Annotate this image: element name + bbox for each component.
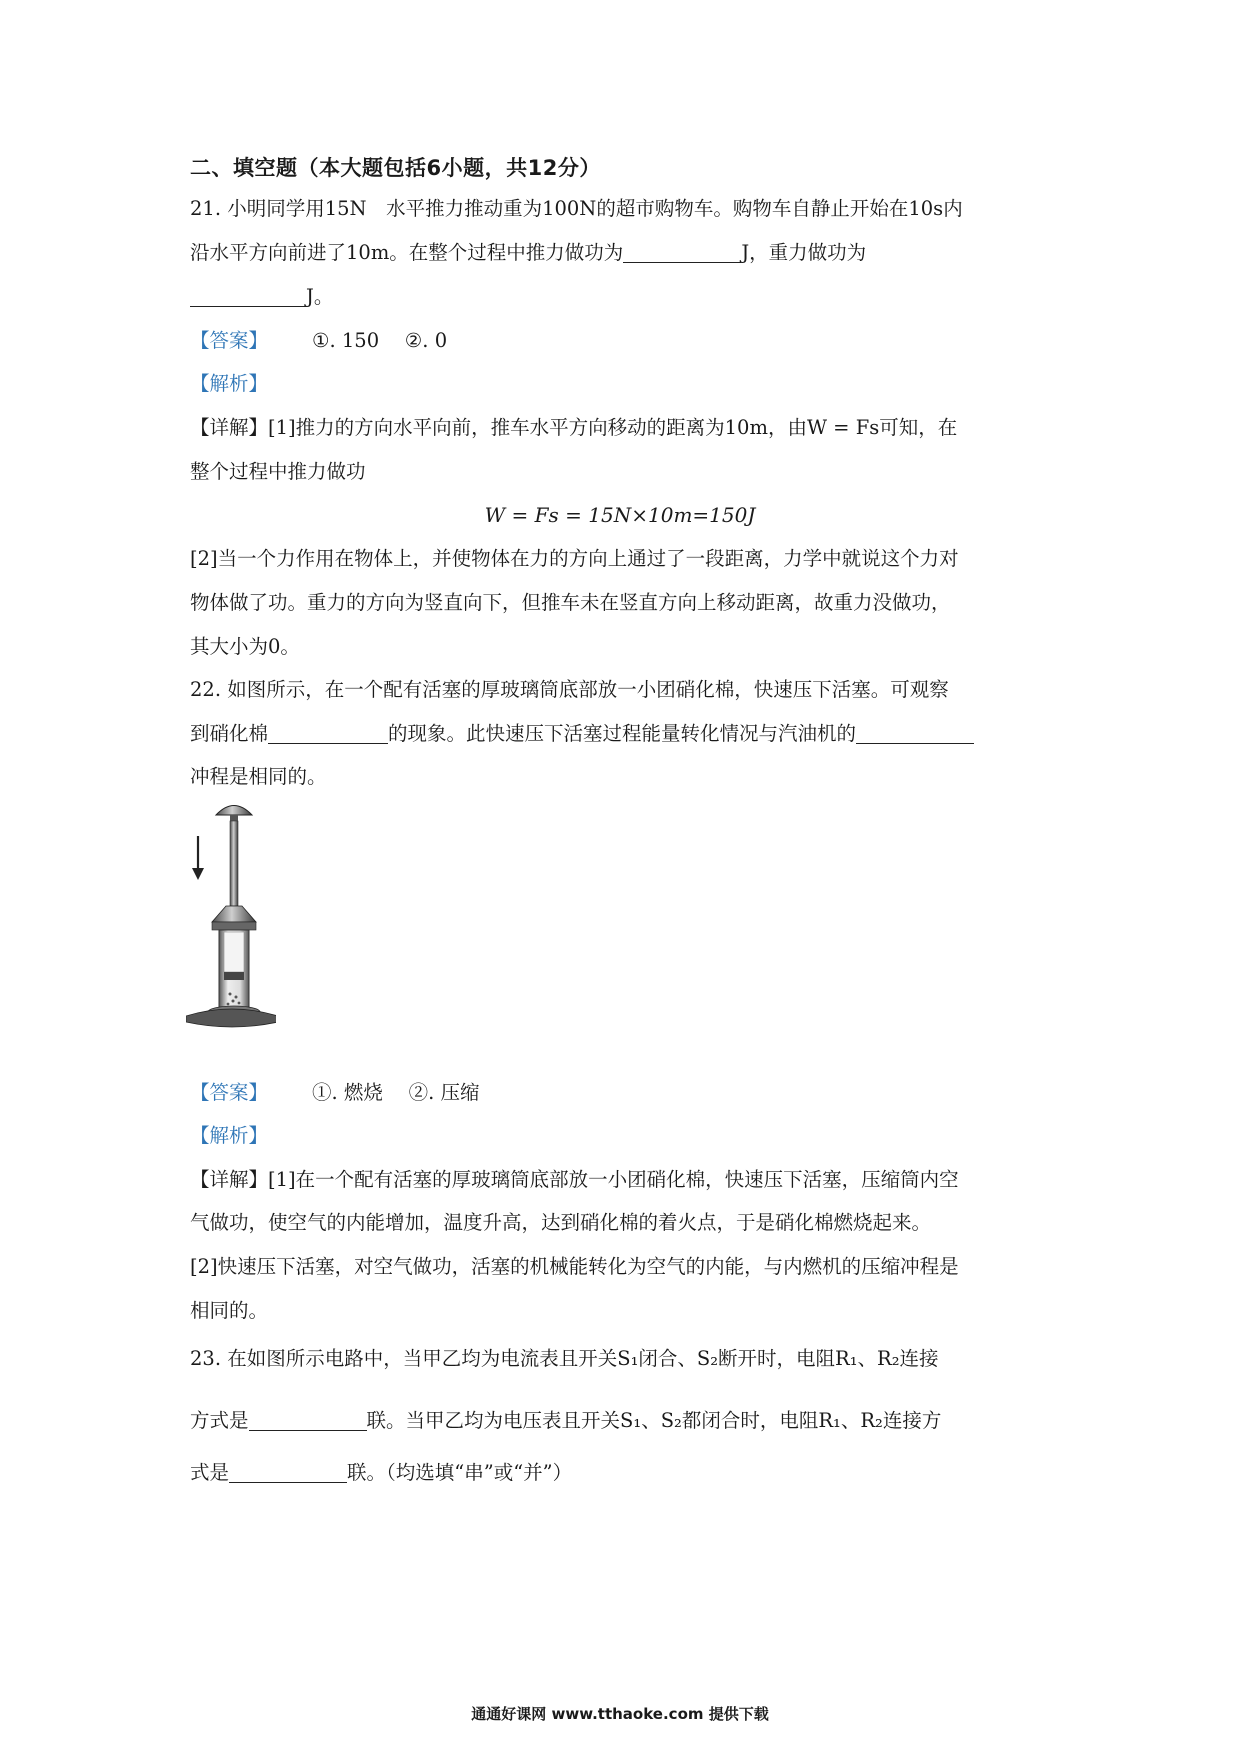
q23-blank-2[interactable] [229,1462,347,1483]
q21-detail-line-1 [190,415,957,441]
q23-blank-1[interactable] [249,1410,367,1431]
section-title: 二、填空题（本大题包括6小题，共12分） [190,156,601,180]
answer-tag: 【答案】 [190,329,269,352]
q21-detail-text: [1]推力的方向水平向前，推车水平方向移动的距离为10m，由W = Fs可知，在 [268,416,958,439]
q22-blank-2[interactable] [856,723,974,744]
footer-source: 通通好课网 www.tthaoke.com 提供下载 [471,1705,769,1723]
q23-line-3 [190,1460,572,1486]
q21-detail-line-3: [2]当一个力作用在物体上，并使物体在力的方向上通过了一段距离，力学中就说这个力对 [190,547,959,570]
q22-text: 的现象。此快速压下活塞过程能量转化情况与汽油机的 [388,722,857,745]
q21-answer: ①. 150 ②. 0 [312,329,448,352]
q21-text: J，重力做功为 [741,241,867,264]
piston-tube-figure [186,798,276,1028]
q21-formula: W = Fs = 15N×10m=150J [484,503,756,527]
q21-blank-2[interactable] [190,286,306,307]
q21-detail-line-4: 物体做了功。重力的方向为竖直向下，但推车未在竖直方向上移动距离，故重力没做功， [190,591,951,614]
q21-line-1: 21. 小明同学用15N 水平推力推动重为100N的超市购物车。购物车自静止开始在10s内 [190,197,963,220]
q23-text: 方式是 [190,1409,249,1432]
q23-text: 式是 [190,1461,230,1484]
q21-line-2 [190,240,866,266]
q22-detail-line-4: 相同的。 [190,1299,269,1322]
q21-detail-line-5: 其大小为0。 [190,635,300,658]
q22-line-1: 22. 如图所示，在一个配有活塞的厚玻璃筒底部放一小团硝化棉，快速压下活塞。可观察 [190,678,949,701]
q22-detail-line-1 [190,1167,959,1193]
q21-text: J。 [306,285,334,308]
q22-blank-1[interactable] [268,723,388,744]
q22-detail-line-2: 气做功，使空气的内能增加，温度升高，达到硝化棉的着火点，于是硝化棉燃烧起来。 [190,1211,932,1234]
q23-line-2 [190,1408,941,1434]
q23-text: 联。（均选填“串”或“并”） [347,1461,573,1484]
q21-blank-1[interactable] [623,242,741,263]
q22-answer-line [190,1080,480,1106]
q22-answer: ①. 燃烧 ②. 压缩 [312,1081,480,1104]
analysis-tag: 【解析】 [190,1124,269,1147]
detail-tag: 【详解】 [190,1168,269,1191]
detail-tag: 【详解】 [190,416,269,439]
q22-text: 到硝化棉 [190,722,269,745]
q21-answer-line [190,328,447,354]
q22-detail-line-3: [2]快速压下活塞，对空气做功，活塞的机械能转化为空气的内能，与内燃机的压缩冲程是 [190,1255,959,1278]
q21-text: 沿水平方向前进了10m。在整个过程中推力做功为 [190,241,624,264]
q22-line-2 [190,721,974,747]
q21-detail-line-2: 整个过程中推力做功 [190,460,366,483]
analysis-tag: 【解析】 [190,372,269,395]
q22-detail-text: [1]在一个配有活塞的厚玻璃筒底部放一小团硝化棉，快速压下活塞，压缩筒内空 [268,1168,959,1191]
q23-text: 联。当甲乙均为电压表且开关S₁、S₂都闭合时，电阻R₁、R₂连接方 [366,1409,942,1432]
q23-line-1: 23. 在如图所示电路中，当甲乙均为电流表且开关S₁闭合、S₂断开时，电阻R₁、R₂连接 [190,1347,939,1370]
answer-tag: 【答案】 [190,1081,269,1104]
q22-line-3: 冲程是相同的。 [190,765,327,788]
q21-line-3 [190,284,333,310]
